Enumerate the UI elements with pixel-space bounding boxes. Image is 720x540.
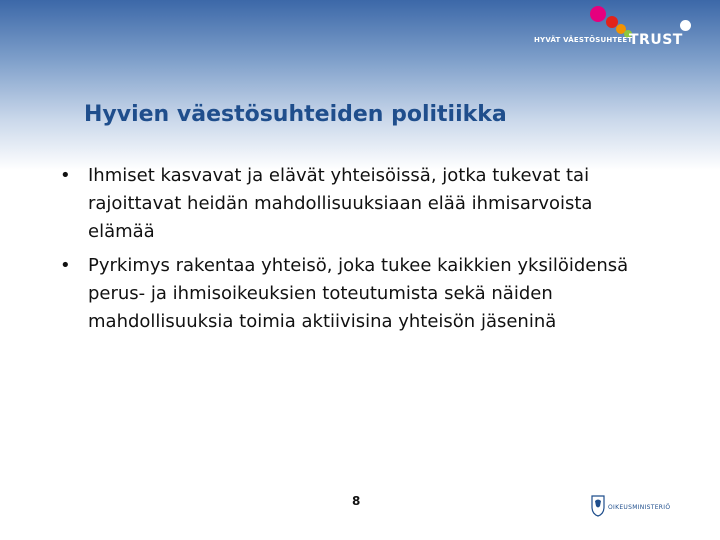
trust-logo: [530, 4, 700, 54]
logo-brand-text: TRUST: [629, 32, 683, 48]
bullet-item: [60, 252, 660, 336]
bullet-item: [60, 162, 660, 246]
slide-title: Hyvien väestösuhteiden politiikka: [84, 102, 507, 127]
ministry-logo: [590, 493, 680, 519]
bullet-text: Pyrkimys rakentaa yhteisö, joka tukee kaikkien yksilöidensä perus- ja ihmisoikeuksien toteutumista sekä näiden mahdollisuuksia toimia aktiivisina yhteisön jäseninä: [88, 255, 629, 332]
bullet-text: Ihmiset kasvavat ja elävät yhteisöissä, jotka tukevat tai rajoittavat heidän mahdollisuuksiaan elää ihmisarvoista elämää: [88, 165, 593, 242]
ministry-name: OIKEUSMINISTERIÖ: [608, 504, 671, 511]
bullet-icon: •: [60, 165, 71, 186]
lion-crest-icon: [590, 493, 606, 517]
logo-dot-magenta: [590, 6, 606, 22]
logo-dot-white: [680, 20, 691, 31]
logo-small-text: HYVÄT VÄESTÖSUHTEET: [534, 36, 633, 44]
bullet-icon: •: [60, 255, 71, 276]
page-number: 8: [352, 494, 361, 508]
bullet-list: [60, 162, 660, 342]
